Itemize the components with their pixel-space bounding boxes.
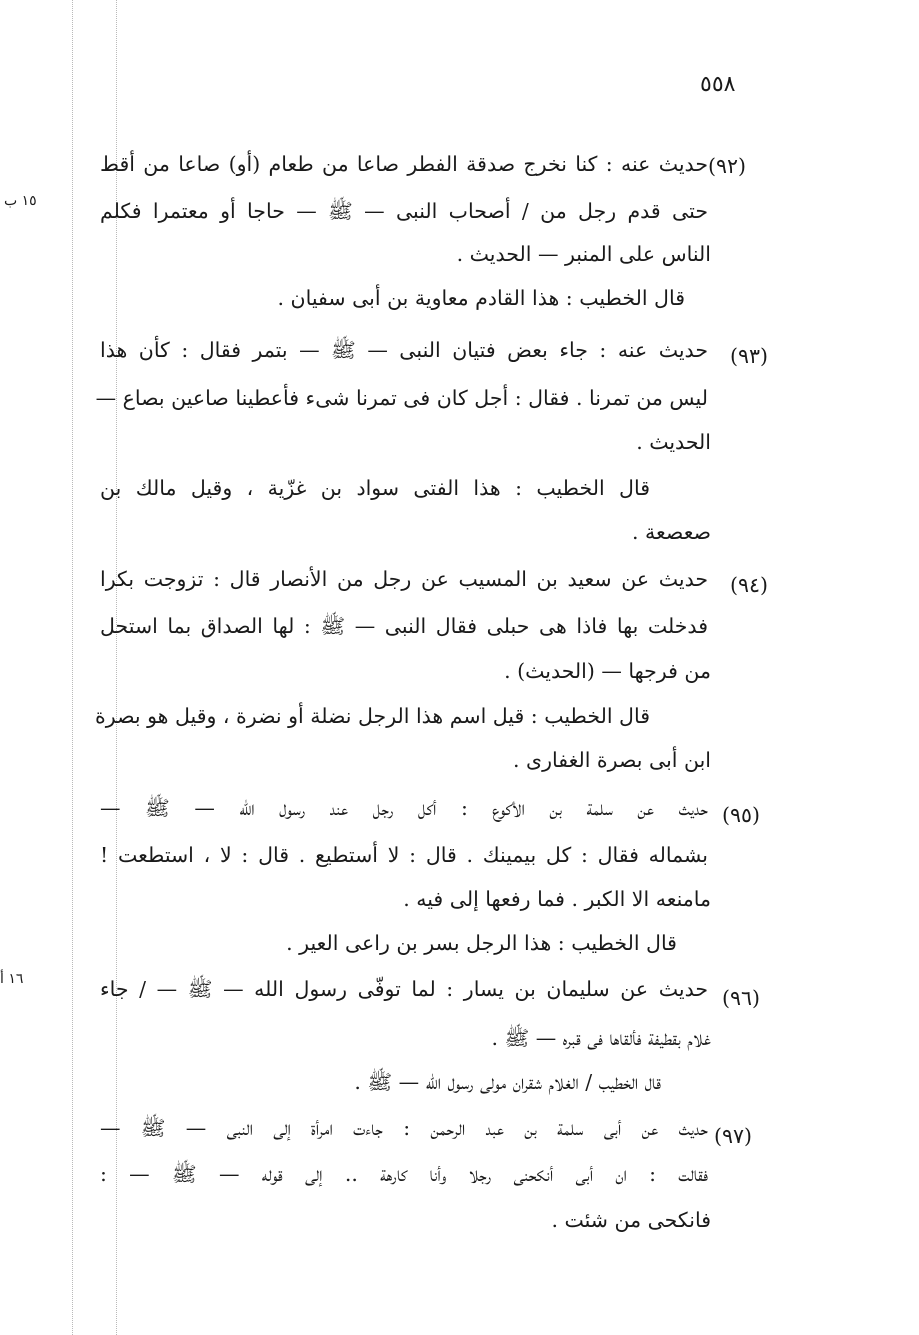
fold-line <box>72 0 73 1335</box>
entry-line: حديث عن أبى سلمة بن عبد الرحمن : جاءت امرأة إلى النبى — ﷺ — <box>100 1116 708 1140</box>
commentary-line: صعصعة . <box>632 520 711 544</box>
entry-number: (٩٣) <box>730 344 769 368</box>
commentary-line: قال الخطيب : قيل اسم هذا الرجل نضلة أو نضرة ، وقيل هو بصرة <box>95 704 650 728</box>
entry-line: فقالت : ان أبى أنكحنى رجلا وأنا كارهة .. إلى قوله — ﷺ — : <box>100 1162 708 1186</box>
commentary-line: قال الخطيب / الغلام شقران مولى رسول الله — ﷺ . <box>354 1070 661 1094</box>
entry-number: (٩٥) <box>722 803 761 827</box>
entry-line: فدخلت بها فاذا هى حبلى فقال النبى — ﷺ : لها الصداق بما استحل <box>100 614 708 638</box>
entry-line: مامنعه الا الكبر . فما رفعها إلى فيه . <box>403 887 711 911</box>
entry-line: الحديث . <box>636 430 711 454</box>
entry-line: حديث عن سلمة بن الأكوع : أكل رجل عند رسول الله — ﷺ — <box>100 796 708 820</box>
page-number: ٥٥٨ <box>700 72 736 97</box>
entry-line: حتى قدم رجل من / أصحاب النبى — ﷺ — حاجا أو معتمرا فكلم <box>100 199 708 223</box>
entry-line: غلام بقطيفة فألقاها فى قبره — ﷺ . <box>491 1026 711 1050</box>
entry-line: ليس من تمرنا . فقال : أجل كان فى تمرنا شىء فأعطينا صاعين بصاع — <box>95 386 708 410</box>
entry-line: حديث عنه : كنا نخرج صدقة الفطر صاعا من طعام (أو) صاعا من أقط <box>100 152 708 176</box>
entry-line: بشماله فقال : كل بيمينك . قال : لا أستطيع . قال : لا ، استطعت ! <box>100 843 708 867</box>
margin-folio-note: ١٦ أ <box>0 971 24 987</box>
entry-line: فانكحى من شئت . <box>551 1208 711 1232</box>
entry-number: (٩٢) <box>708 154 747 178</box>
commentary-line: قال الخطيب : هذا الفتى سواد بن غزّية ، وقيل مالك بن <box>100 476 650 500</box>
commentary-line: ابن أبى بصرة الغفارى . <box>512 748 711 772</box>
entry-line: من فرجها — (الحديث) . <box>504 659 711 683</box>
entry-line: الناس على المنبر — الحديث . <box>456 242 711 266</box>
commentary-line: قال الخطيب : هذا الرجل بسر بن راعى العير . <box>286 931 677 955</box>
entry-line: حديث عن سليمان بن يسار : لما توفّى رسول الله — ﷺ — / جاء <box>100 977 708 1001</box>
entry-number: (٩٦) <box>722 986 761 1010</box>
commentary-line: قال الخطيب : هذا القادم معاوية بن أبى سفيان . <box>277 286 685 310</box>
entry-number: (٩٧) <box>714 1124 753 1148</box>
entry-line: حديث عن سعيد بن المسيب عن رجل من الأنصار قال : تزوجت بكرا <box>100 567 708 591</box>
entry-line: حديث عنه : جاء بعض فتيان النبى — ﷺ — بتمر فقال : كأن هذا <box>100 338 708 362</box>
margin-folio-note: ١٥ ب <box>4 193 37 209</box>
entry-number: (٩٤) <box>730 573 769 597</box>
